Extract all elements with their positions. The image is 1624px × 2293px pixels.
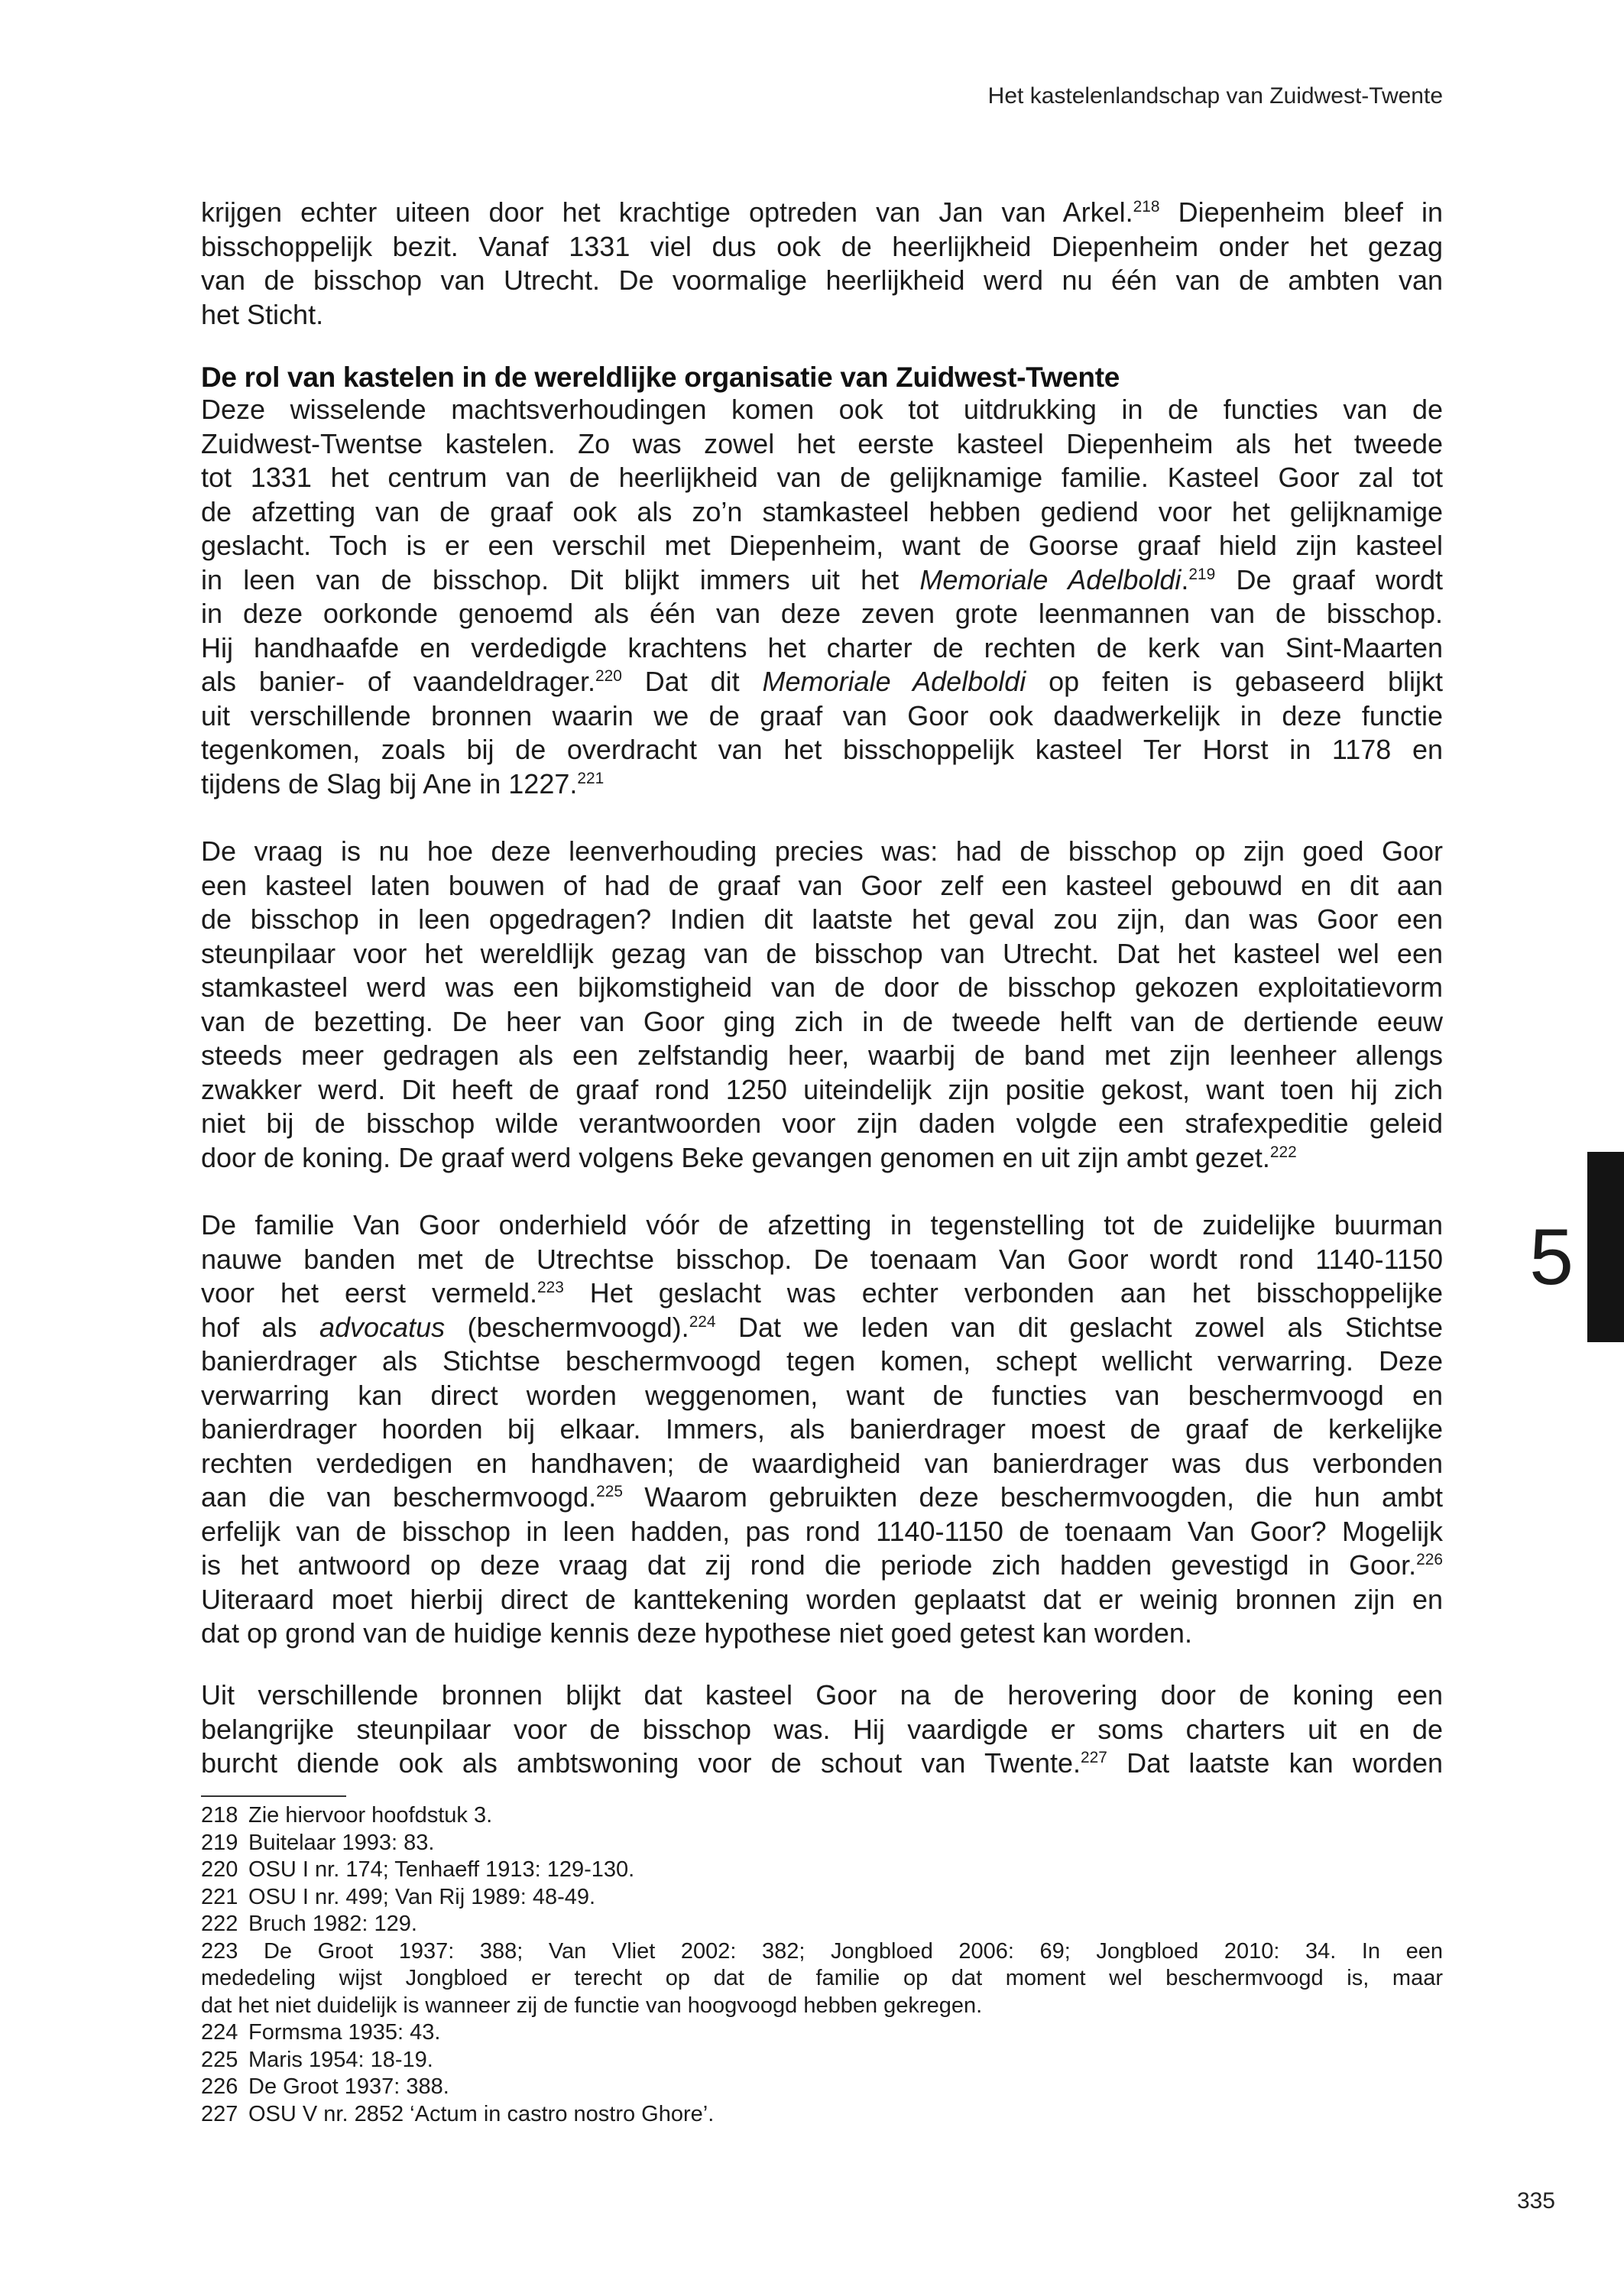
text-segment: . [1181, 563, 1189, 595]
text-segment: voor het eerst vermeld. [201, 1277, 537, 1309]
text-segment: De vraag is nu hoe deze leenverhouding precies was: had de bisschop op zijn goed Goor [201, 835, 1443, 867]
section-heading: De rol van kastelen in de wereldlijke organisatie van Zuidwest-Twente [201, 362, 1120, 393]
text-segment: in deze oorkonde genoemd als één van deze zeven grote leenmannen van de bisschop. [201, 598, 1443, 629]
text-segment: hof als [201, 1311, 319, 1343]
text-line [201, 230, 1443, 264]
footnote-number: 219 [201, 1830, 238, 1855]
text-line [201, 1107, 1443, 1141]
text-line [201, 1311, 1443, 1345]
text-line [201, 971, 1443, 1005]
text-line [201, 1747, 1443, 1781]
footnote [201, 1911, 1443, 1938]
text-line [201, 1713, 1443, 1747]
text-segment: niet bij de bisschop wilde verantwoorden voor zijn daden volgde een strafexpeditie geleid [201, 1108, 1443, 1139]
text-segment: De familie Van Goor onderhield vóór de afzetting in tegenstelling tot de zuidelijke buurman [201, 1209, 1443, 1241]
text-segment: krijgen echter uiteen door het krachtige optreden van Jan van Arkel. [201, 196, 1133, 228]
text-segment: Zuidwest-Twentse kastelen. Zo was zowel het eerste kasteel Diepenheim als het tweede [201, 427, 1443, 459]
text-line [201, 937, 1443, 971]
paragraph [201, 196, 1443, 332]
text-segment: tegenkomen, zoals bij de overdracht van het bisschoppelijk kasteel Ter Horst in 1178 en [201, 734, 1443, 765]
text-segment: Deze wisselende machtsverhoudingen komen ook tot uitdrukking in de functies van de [201, 394, 1443, 425]
footnote-reference: 218 [1133, 198, 1160, 216]
footnote-text: OSU V nr. 2852 ‘Actum in castro nostro Ghore’. [248, 2101, 715, 2126]
text-segment: geslacht. Toch is er een verschil met Diepenheim, want de Goorse graaf hield zijn kasteel [201, 530, 1443, 561]
text-segment: de bisschop in leen opgedragen? Indien dit laatste het geval zou zijn, dan was Goor een [201, 903, 1443, 935]
text-line [201, 835, 1443, 869]
text-line [201, 1208, 1443, 1243]
text-segment: van de bisschop van Utrecht. De voormalige heerlijkheid werd nu één van de ambten van [201, 264, 1443, 296]
text-segment: door de koning. De graaf werd volgens Beke gevangen genomen en uit zijn ambt gezet. [201, 1141, 1270, 1173]
text-segment: tot 1331 het centrum van de heerlijkheid van de gelijknamige familie. Kasteel Goor zal tot [201, 462, 1443, 493]
footnote-text: OSU I nr. 499; Van Rij 1989: 48-49. [248, 1884, 596, 1909]
text-segment: Uiteraard moet hierbij direct de kanttekening worden geplaatst dat er weinig bronnen zijn en [201, 1583, 1443, 1615]
footnote-number: 222 [201, 1912, 238, 1936]
footnote-text: OSU I nr. 174; Tenhaeff 1913: 129-130. [248, 1857, 635, 1882]
text-line [201, 1678, 1443, 1713]
footnote-number: 224 [201, 2020, 238, 2045]
footnote [201, 1884, 1443, 1912]
text-line [201, 196, 1443, 230]
footnote-text: Bruch 1982: 129. [248, 1912, 417, 1936]
text-segment: steeds meer gedragen als een zelfstandig heer, waarbij de band met zijn leenheer allengs [201, 1039, 1443, 1071]
footnote-text: Zie hiervoor hoofdstuk 3. [248, 1803, 493, 1828]
text-line [201, 1141, 1443, 1176]
footnote [201, 2074, 1443, 2101]
text-line [201, 495, 1443, 530]
text-segment: zwakker werd. Dit heeft de graaf rond 1250 uiteindelijk zijn positie gekost, want toen hij zich [201, 1073, 1443, 1105]
footnote-line: 223 De Groot 1937: 388; Van Vliet 2002: 382; Jongbloed 2006: 69; Jongbloed 2010: 34. In een [201, 1938, 1443, 1964]
footnotes [201, 1802, 1443, 2128]
text-segment: Dat laatste kan worden [1107, 1747, 1443, 1779]
footnote-reference: 227 [1081, 1749, 1107, 1767]
footnote [201, 1802, 1443, 1830]
footnote-reference: 219 [1188, 565, 1216, 583]
footnote-number: 220 [201, 1857, 238, 1882]
footnote-text: De Groot 1937: 388. [248, 2074, 449, 2099]
footnote-number: 218 [201, 1803, 238, 1828]
text-segment: is het antwoord op deze vraag dat zij rond die periode zich hadden gevestigd in Goor. [201, 1549, 1417, 1581]
footnote-text: Maris 1954: 18-19. [248, 2047, 433, 2072]
text-segment: de afzetting van de graaf ook als zo’n stamkasteel hebben gediend voor het gelijknamige [201, 495, 1443, 527]
text-segment: een kasteel laten bouwen of had de graaf van Goor zelf een kasteel gebouwd en dit aan [201, 869, 1443, 901]
text-line [201, 1515, 1443, 1549]
text-line [201, 597, 1443, 631]
text-line [201, 903, 1443, 937]
text-segment: in leen van de bisschop. Dit blijkt immers uit het [201, 563, 920, 595]
text-segment: het Sticht. [201, 298, 324, 330]
footnote-reference: 224 [689, 1312, 716, 1331]
text-line [201, 298, 1443, 332]
text-segment: als banier- of vaandeldrager. [201, 666, 595, 697]
text-line [201, 699, 1443, 734]
text-line [201, 1583, 1443, 1617]
text-line [201, 1039, 1443, 1073]
footnote-number: 221 [201, 1884, 238, 1909]
text-segment: verwarring kan direct worden weggenomen, want de functies van beschermvoogd en [201, 1379, 1443, 1411]
text-segment: steunpilaar voor het wereldlijk gezag van de bisschop van Utrecht. Dat het kasteel wel een [201, 937, 1443, 969]
footnote-text: Buitelaar 1993: 83. [248, 1830, 435, 1855]
paragraph [201, 1678, 1443, 1781]
text-segment: bisschoppelijk bezit. Vanaf 1331 viel dus ook de heerlijkheid Diepenheim onder het gezag [201, 230, 1443, 262]
text-segment: erfelijk van de bisschop in leen hadden, pas rond 1140-1150 de toenaam Van Goor? Mogelijk [201, 1515, 1443, 1547]
footnote-text: Formsma 1935: 43. [248, 2020, 441, 2045]
text-segment: (beschermvoogd). [445, 1311, 689, 1343]
text-line [201, 869, 1443, 903]
footnote-reference: 222 [1269, 1143, 1297, 1161]
text-segment: banierdrager als Stichtse beschermvoogd tegen komen, schept wellicht verwarring. Deze [201, 1345, 1443, 1377]
footnote-reference: 221 [577, 769, 605, 787]
footnote-line: mededeling wijst Jongbloed er terecht op dat de familie op dat moment wel beschermvoogd is, maar [201, 1966, 1443, 1990]
text-segment: van de bezetting. De heer van Goor ging zich in de tweede helft van de dertiende eeuw [201, 1005, 1443, 1037]
italic-text: Memoriale Adelboldi [919, 563, 1182, 595]
text-segment: Dat dit [621, 666, 763, 697]
italic-text: Memoriale Adelboldi [762, 666, 1026, 697]
footnote [201, 2101, 1443, 2129]
text-segment: aan die van beschermvoogd. [201, 1481, 597, 1513]
text-line [201, 1379, 1443, 1413]
text-line [201, 1073, 1443, 1108]
text-segment: uit verschillende bronnen waarin we de graaf van Goor ook daadwerkelijk in deze functie [201, 699, 1443, 731]
footnote-reference: 220 [595, 667, 622, 686]
text-line [201, 1617, 1443, 1651]
text-line [201, 1243, 1443, 1277]
text-line [201, 393, 1443, 427]
footnote-reference: 223 [537, 1279, 564, 1297]
text-segment: Uit verschillende bronnen blijkt dat kasteel Goor na de herovering door de koning een [201, 1679, 1443, 1711]
footnote-reference: 226 [1416, 1551, 1443, 1569]
text-segment: Hij handhaafde en verdedigde krachtens het charter de rechten de kerk van Sint-Maarten [201, 631, 1443, 663]
text-segment: nauwe banden met de Utrechtse bisschop. De toenaam Van Goor wordt rond 1140-1150 [201, 1243, 1443, 1275]
text-line [201, 631, 1443, 666]
text-line [201, 563, 1443, 598]
footnote-number: 226 [201, 2074, 238, 2099]
text-segment: belangrijke steunpilaar voor de bisschop was. Hij vaardigde er soms charters uit en de [201, 1713, 1443, 1745]
paragraph [201, 1208, 1443, 1651]
text-line [201, 767, 1443, 802]
page-number: 335 [1516, 2188, 1555, 2214]
text-line [201, 1005, 1443, 1039]
footnote [201, 2019, 1443, 2047]
text-line [201, 733, 1443, 767]
text-line [201, 1549, 1443, 1583]
text-segment: dat op grond van de huidige kennis deze hypothese niet goed getest kan worden. [201, 1617, 1192, 1649]
footnote-number: 227 [201, 2101, 238, 2126]
footnote [201, 1857, 1443, 1884]
footnote-reference: 225 [596, 1483, 623, 1501]
footnote-divider [201, 1795, 346, 1797]
text-line [201, 1481, 1443, 1515]
running-header-title: Het kastelenlandschap van Zuidwest-Twente [987, 83, 1443, 109]
footnote-line: dat het niet duidelijk is wanneer zij de functie van hoogvoogd hebben gekregen. [201, 1993, 983, 2018]
chapter-tab-marker [1587, 1152, 1624, 1342]
text-segment: burcht diende ook als ambtswoning voor de schout van Twente. [201, 1747, 1081, 1779]
text-segment: tijdens de Slag bij Ane in 1227. [201, 767, 578, 799]
text-segment: rechten verdedigen en handhaven; de waardigheid van banierdrager was dus verbonden [201, 1447, 1443, 1479]
footnote [201, 2047, 1443, 2074]
text-line [201, 264, 1443, 298]
paragraph [201, 393, 1443, 801]
text-line [201, 1412, 1443, 1447]
text-line [201, 665, 1443, 699]
text-line [201, 1344, 1443, 1379]
text-segment: banierdrager hoorden bij elkaar. Immers, als banierdrager moest de graaf de kerkelijke [201, 1413, 1443, 1445]
text-segment: stamkasteel werd was een bijkomstigheid van de door de bisschop gekozen exploitatievorm [201, 971, 1443, 1003]
text-line [201, 461, 1443, 495]
chapter-number: 5 [1529, 1213, 1574, 1302]
text-segment: De graaf wordt [1215, 563, 1443, 595]
text-segment: Het geslacht was echter verbonden aan het bisschoppelijke [563, 1277, 1443, 1309]
footnote [201, 1830, 1443, 1857]
text-line [201, 529, 1443, 563]
text-line [201, 1447, 1443, 1481]
text-segment: Waarom gebruikten deze beschermvoogden, die hun ambt [622, 1481, 1443, 1513]
text-segment: Diepenheim bleef in [1159, 196, 1443, 228]
italic-text: advocatus [319, 1311, 446, 1343]
text-line [201, 427, 1443, 462]
text-line [201, 1276, 1443, 1311]
text-segment: op feiten is gebaseerd blijkt [1026, 666, 1443, 697]
footnote-number: 225 [201, 2047, 238, 2072]
text-segment: Dat we leden van dit geslacht zowel als Stichtse [715, 1311, 1443, 1343]
paragraph [201, 835, 1443, 1175]
